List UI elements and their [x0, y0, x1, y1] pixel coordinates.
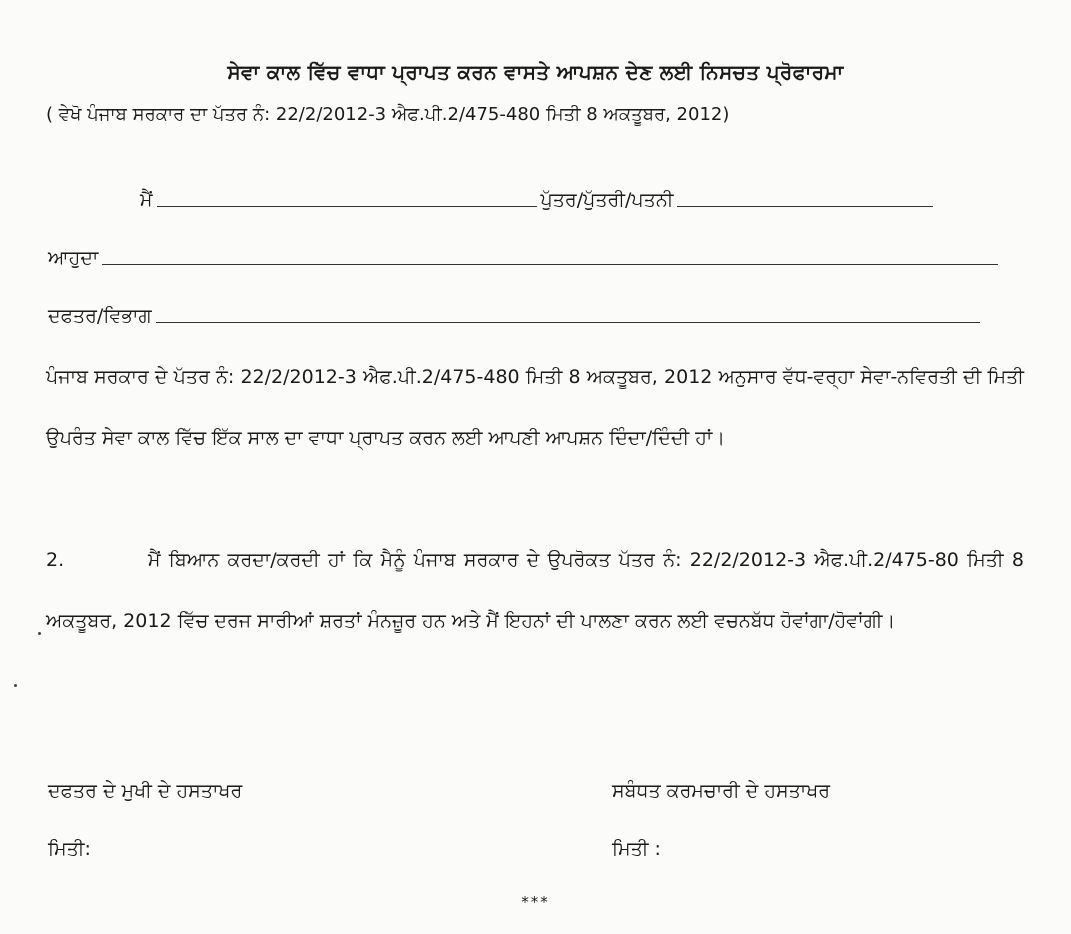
name-blank-line[interactable] [157, 188, 537, 207]
office-head-signature-label: ਦਫਤਰ ਦੇ ਮੁਖੀ ਦੇ ਹਸਤਾਖਰ [48, 780, 243, 802]
scan-speck [14, 684, 17, 687]
paragraph-1: ਪੰਜਾਬ ਸਰਕਾਰ ਦੇ ਪੱਤਰ ਨੰ: 22/2/2012-3 ਐਫ.ਪੀ.2/475-480 ਮਿਤੀ 8 ਅਕਤੂਬਰ, 2012 ਅਨੁਸਾਰ ਵੱਧ-ਵਰ੍ਹਾ ਸੇਵਾ-ਨਵਿਰਤੀ ਦੀ ਮਿਤੀ ਉਪਰੰਤ ਸੇਵਾ ਕਾਲ ਵਿੱਚ ਇੱਕ ਸਾਲ ਦਾ ਵਾਧਾ ਪ੍ਰਾਪਤ ਕਰਨ ਲਈ ਆਪਣੀ ਆਪਸ਼ਨ ਦਿੰਦਾ/ਦਿੰਦੀ ਹਾਂ। [46, 366, 1024, 449]
relation-label: ਪੁੱਤਰ/ਪੁੱਤਰੀ/ਪਤਨੀ [540, 189, 674, 211]
paragraph-2-text: ਮੈਂ ਬਿਆਨ ਕਰਦਾ/ਕਰਦੀ ਹਾਂ ਕਿ ਮੈਨੂੰ ਪੰਜਾਬ ਸਰਕਾਰ ਦੇ ਉਪਰੋਕਤ ਪੱਤਰ ਨੰ: 22/2/2012-3 ਐਫ.ਪੀ.2/475-80 ਮਿਤੀ 8 ਅਕਤੂਬਰ, 2012 ਵਿੱਚ ਦਰਜ ਸਾਰੀਆਂ ਸ਼ਰਤਾਂ ਮੰਨਜ਼ੂਰ ਹਨ ਅਤੇ ਮੈਂ ਇਹਨਾਂ ਦੀ ਪਾਲਣਾ ਕਰਨ ਲਈ ਵਚਨਬੱਧ ਹੋਵਾਂਗਾ/ਹੋਵਾਂਗੀ। [46, 549, 1024, 632]
document-title: ਸੇਵਾ ਕਾਲ ਵਿੱਚ ਵਾਧਾ ਪ੍ਰਾਪਤ ਕਰਨ ਵਾਸਤੇ ਆਪਸ਼ਨ ਦੇਣ ਲਈ ਨਿਸਚਤ ਪ੍ਰੋਫਾਰਮਾ [227, 60, 844, 84]
paragraph-2 [46, 530, 1024, 652]
document-subtitle: ( ਵੇਖੋ ਪੰਜਾਬ ਸਰਕਾਰ ਦਾ ਪੱਤਰ ਨੰ: 22/2/2012-3 ਐਫ.ਪੀ.2/475-480 ਮਿਤੀ 8 ਅਕਤੂਬਰ, 2012) [46, 104, 730, 125]
main-label: ਮੈਂ [140, 189, 153, 211]
date-right-label: ਮਿਤੀ : [612, 838, 661, 860]
date-left-label: ਮਿਤੀ: [48, 838, 91, 860]
employee-signature-label: ਸਬੰਧਤ ਕਰਮਚਾਰੀ ਦੇ ਹਸਤਾਖਰ [612, 780, 831, 802]
designation-row [48, 246, 1002, 269]
designation-label: ਆਹੁਦਾ [48, 247, 99, 269]
office-blank-line[interactable] [156, 304, 980, 323]
paragraph-2-number: 2. [46, 549, 65, 571]
name-row [140, 188, 937, 211]
relation-blank-line[interactable] [677, 188, 933, 207]
end-mark: *** [521, 893, 550, 911]
scan-speck [38, 632, 41, 635]
designation-blank-line[interactable] [102, 246, 998, 265]
office-row [48, 304, 984, 327]
office-label: ਦਫਤਰ/ਵਿਭਾਗ [48, 305, 152, 327]
